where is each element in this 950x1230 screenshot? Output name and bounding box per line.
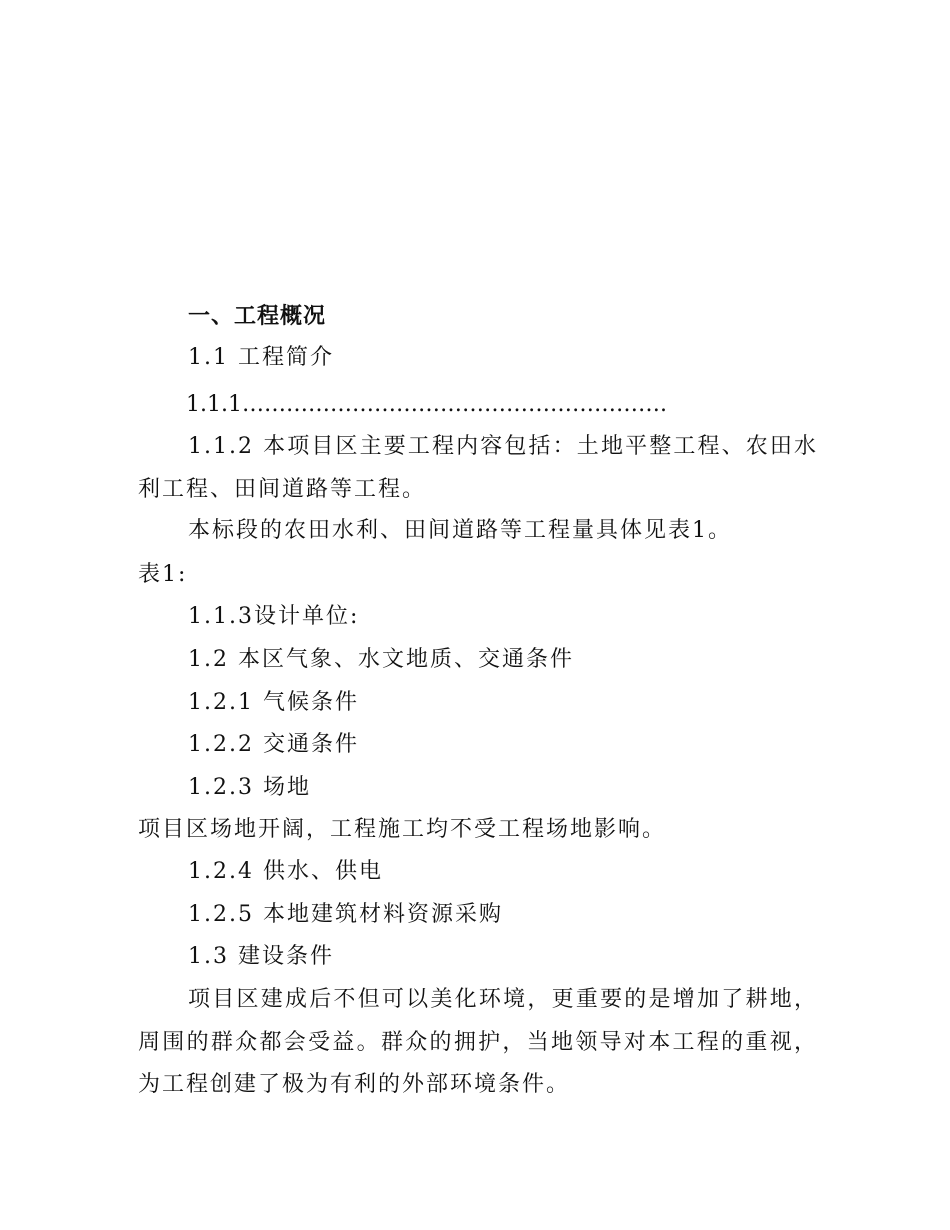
section-title-1-2: 1.2 本区气象、水文地质、交通条件 [188,647,574,672]
section-title-1-2-5: 1.2.5 本地建筑材料资源采购 [188,902,503,927]
section-title-1-2-2: 1.2.2 交通条件 [188,732,359,757]
section-title-1-1-1: 1.1.1…………………………………………………. [186,392,667,417]
section-title-1-3: 1.3 建设条件 [188,944,334,969]
section-title-1-2-4: 1.2.4 供水、供电 [188,859,383,884]
paragraph-1-1-2: 1.1.2 本项目区主要工程内容包括：土地平整工程、农田水利工程、田间道路等工程。 [138,434,818,502]
section-title-1-2-3: 1.2.3 场地 [188,775,311,800]
section-heading-1: 一、工程概况 [188,303,327,329]
paragraph-site: 项目区场地开阔，工程施工均不受工程场地影响。 [138,817,667,842]
section-title-1-2-1: 1.2.1 气候条件 [188,690,359,715]
section-title-1-1-3: 1.1.3设计单位: [188,604,360,629]
paragraph-1-3: 项目区建成后不但可以美化环境，更重要的是增加了耕地，周围的群众都会受益。群众的拥护，当地领导对本工程的重视，为工程创建了极为有利的外部环境条件。 [138,987,818,1097]
section-title-1-1: 1.1 工程简介 [188,345,334,370]
paragraph-scope: 本标段的农田水利、田间道路等工程量具体见表1。 [188,518,732,543]
table-reference: 表1: [138,562,188,587]
